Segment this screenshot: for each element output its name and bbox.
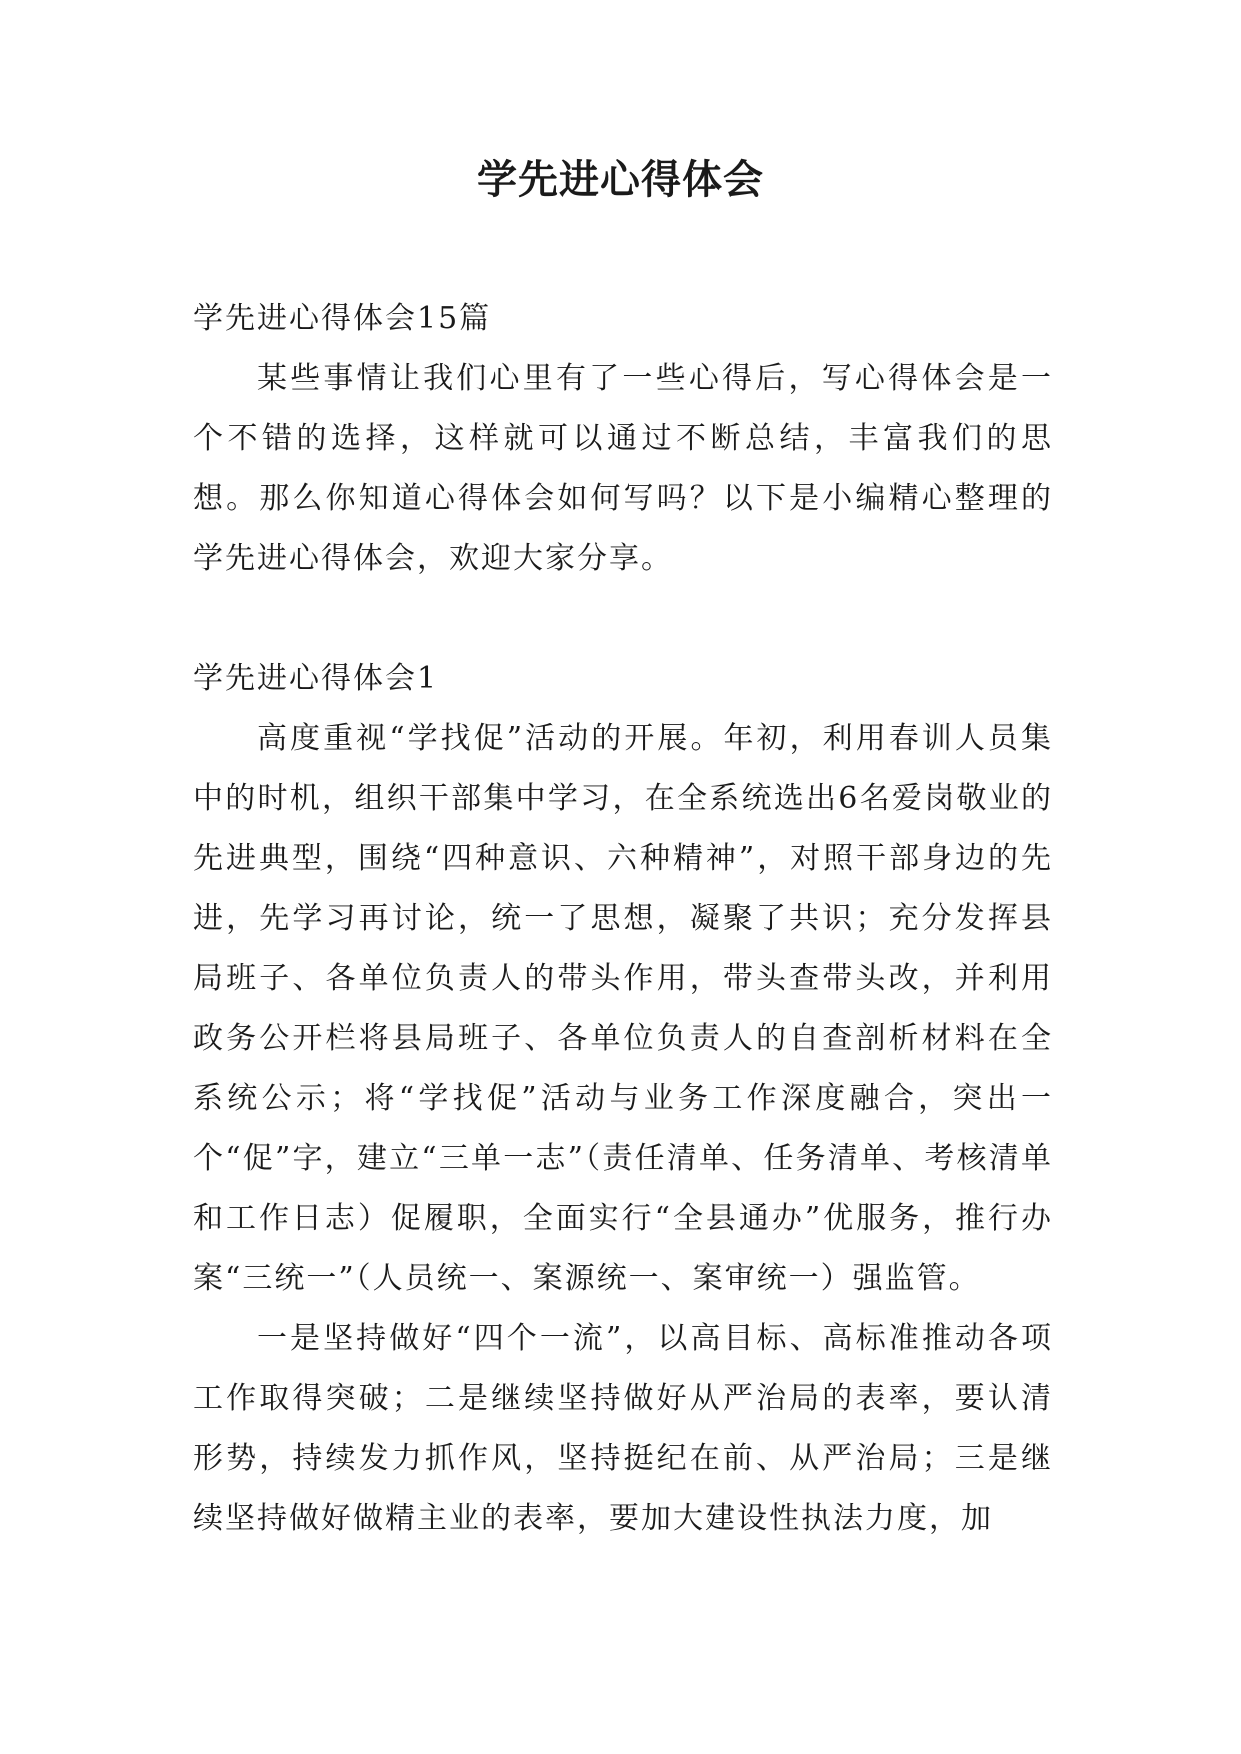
section-paragraph: 一是坚持做好“四个一流”，以高目标、高标准推动各项工作取得突破；二是继续坚持做好从严治局的表率，要认清形势，持续发力抓作风，坚持挺纪在前、从严治局；三是继续坚持做好做精主业的表率，要加大建设性执法力度，加 — [193, 1321, 1053, 1536]
document-body — [193, 289, 1053, 1549]
document-subtitle: 学先进心得体会15篇 — [193, 301, 492, 336]
section-heading: 学先进心得体会1 — [193, 661, 439, 696]
document-title: 学先进心得体会 — [477, 157, 764, 203]
paragraph-gap — [193, 589, 1053, 649]
section-paragraph: 高度重视“学找促”活动的开展。年初，利用春训人员集中的时机，组织干部集中学习，在全系统选出6名爱岗敬业的先进典型，围绕“四种意识、六种精神”，对照干部身边的先进，先学习再讨论，统一了思想，凝聚了共识；充分发挥县局班子、各单位负责人的带头作用，带头查带头改，并利用政务公开栏将县局班子、各单位负责人的自查剖析材料在全系统公示；将“学找促”活动与业务工作深度融合，突出一个“促”字，建立“三单一志”（责任清单、任务清单、考核清单和工作日志）促履职，全面实行“全县通办”优服务，推行办案“三统一”（人员统一、案源统一、案审统一）强监管。 — [193, 721, 1053, 1296]
intro-paragraph: 某些事情让我们心里有了一些心得后，写心得体会是一个不错的选择，这样就可以通过不断总结，丰富我们的思想。那么你知道心得体会如何写吗？以下是小编精心整理的学先进心得体会，欢迎大家分享。 — [193, 361, 1053, 576]
